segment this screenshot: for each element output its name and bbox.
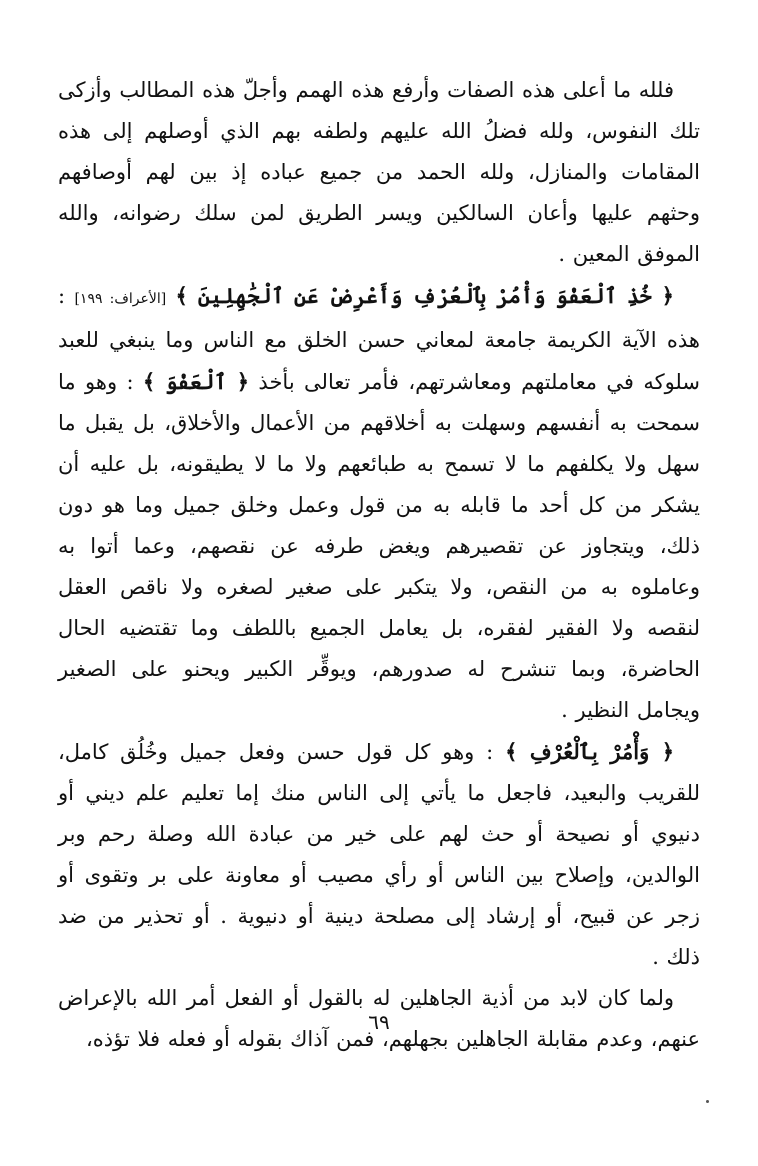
scan-speck — [706, 1100, 709, 1103]
paragraph-1 — [58, 70, 700, 275]
paragraph-2-text-a: : هذه الآية الكريمة جامعة لمعاني حسن الخلق مع الناس وما ينبغي للعبد سلوكه في معاملتهم ومعاشرتهم، فأمر تعالى بأخذ — [58, 284, 700, 394]
paragraph-4-text: ولما كان لابد من أذية الجاهلين له بالقول أو الفعل أمر الله بالإعراض عنهم، وعدم مقابلة الجاهلين بجهلهم، فمن آذاك بقوله أو فعله فلا تؤذه، — [58, 986, 700, 1051]
paragraph-1-text: فلله ما أعلى هذه الصفات وأرفع هذه الهمم وأجلّ هذه المطالب وأزكى تلك النفوس، ولله فضلُ الله عليهم ولطفه بهم الذي أوصلهم إلى هذه المقامات والمنازل، ولله الحمد من جميع عباده إذ بين لهم أوصافهم وحثهم عليها وأعان السالكين ويسر الطريق لمن سلك رضوانه، والله الموفق المعين . — [58, 78, 700, 266]
paragraph-3-text: : وهو كل قول حسن وفعل جميل وخُلُق كامل، للقريب والبعيد، فاجعل ما يأتي إلى الناس منك إما تعليم علم ديني أو دنيوي أو نصيحة أو حث لهم على خير من عبادة الله وصلة رحم وبر الوالدين، وإصلاح بين الناس أو رأي مصيب أو معاونة على بر وتقوى أو زجر عن قبيح، أو إرشاد إلى مصلحة دينية أو دنيوية . أو تحذير من ضد ذلك . — [58, 740, 700, 969]
quran-word: ﴿ ٱلْعَفْوَ ﴾ — [142, 369, 250, 394]
verse-reference: [الأعراف: ١٩٩] — [74, 291, 167, 307]
quran-phrase: ﴿ وَأْمُرْ بِٱلْعُرْفِ ﴾ — [505, 739, 675, 764]
page-body — [58, 70, 700, 1060]
page-number: ٦٩ — [368, 1010, 390, 1034]
paragraph-2-text-b: : وهو ما سمحت به أنفسهم وسهلت به أخلاقهم من الأعمال والأخلاق، بل يقبل ما سهل ولا يكلفهم ما لا تسمح به طبائعهم ولا ما لا يطيقونه، بل عليه أن يشكر من كل أحد ما قابله به من قول وعمل وخلق جميل وما هو دون ذلك، ويتجاوز عن تقصيرهم ويغض طرفه عن نقصهم، وعما أتوا به وعاملوه به من النقص، ولا يتكبر على صغير لصغره ولا ناقص العقل لنقصه ولا الفقير لفقره، بل يعامل الجميع باللطف وما تقتضيه الحال الحاضرة، وبما تنشرح له صدورهم، ويوقِّر الكبير ويحنو على الصغير ويجامل النظير . — [58, 370, 700, 722]
quran-verse: ﴿ خُذِ ٱلْعَفْوَ وَأْمُرْ بِٱلْعُرْفِ وَأَعْرِضْ عَنِ ٱلْجَٰهِلِينَ ﴾ — [175, 283, 674, 308]
paragraph-3 — [58, 731, 700, 978]
paragraph-2 — [58, 275, 700, 731]
